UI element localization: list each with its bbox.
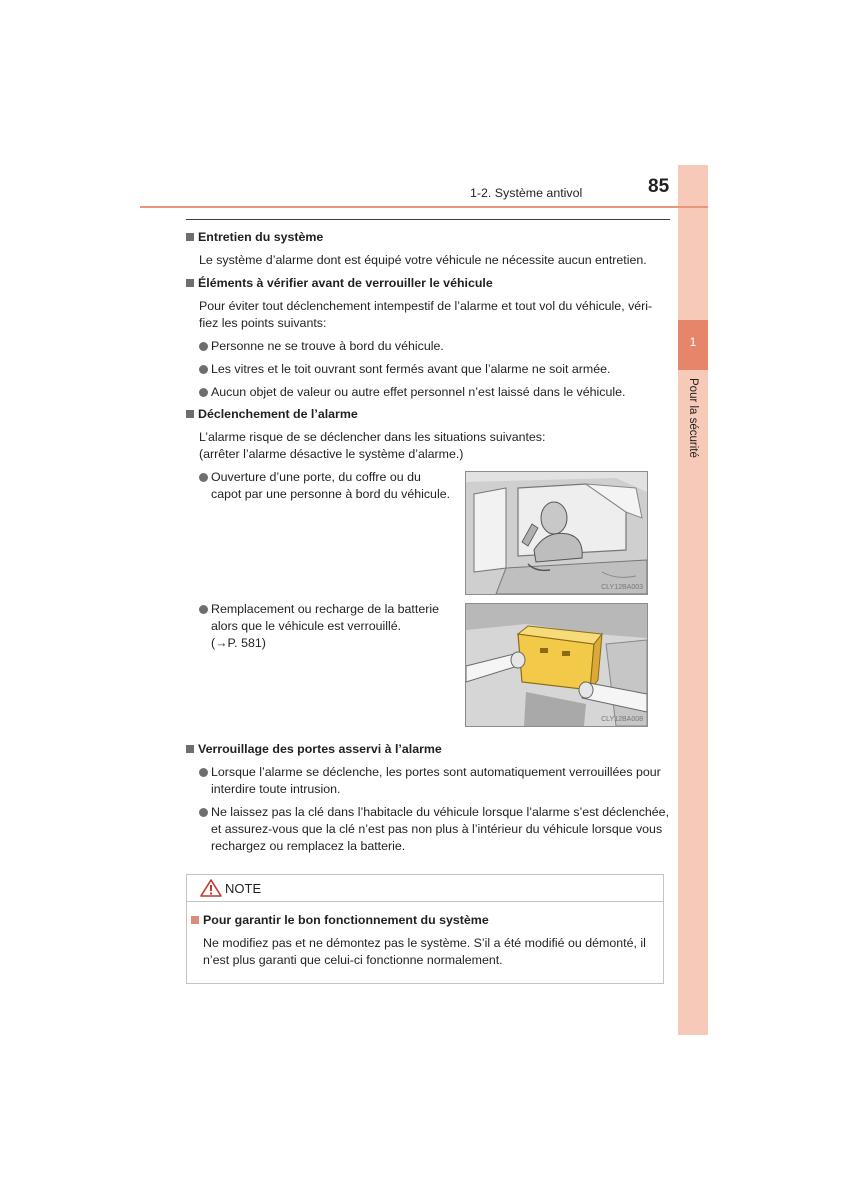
checks-list-item [199,338,444,355]
note-body-line2: n’est plus garanti que celui-ci fonctionne normalement. [203,953,503,967]
note-title [191,912,489,929]
chapter-number: 1 [678,320,708,370]
square-bullet-icon [191,916,199,924]
header-section-title: 1-2. Système antivol [470,186,583,200]
triggering-item-battery-line2: alors que le véhicule est verrouillé. [211,619,402,633]
round-bullet-icon [199,473,208,482]
figure-code: CLY12BA003 [601,584,643,591]
square-bullet-icon [186,233,194,241]
section-heading-maintenance [186,229,323,246]
round-bullet-icon [199,605,208,614]
triggering-item-door-line2: capot par une personne à bord du véhicule. [211,487,451,501]
warning-triangle-icon [200,879,222,897]
heading-text: Déclenchement de l’alarme [198,407,358,421]
list-item-text: Ouverture d’une porte, du coffre ou du [211,470,421,484]
section-heading-checks [186,275,493,292]
figure-battery-replacement [465,603,648,727]
triggering-intro-line2: (arrêter l’alarme désactive le système d’alarme.) [199,447,464,461]
figure-code: CLY12BA008 [601,716,643,723]
note-label: NOTE [225,881,262,896]
heading-text: Entretien du système [198,230,324,244]
triggering-intro-line1: L’alarme risque de se déclencher dans les situations suivantes: [199,430,546,444]
car-interior-illustration [466,472,647,594]
list-item-text: Personne ne se trouve à bord du véhicule. [211,339,444,353]
header-divider [140,206,708,208]
round-bullet-icon [199,808,208,817]
round-bullet-icon [199,388,208,397]
square-bullet-icon [186,279,194,287]
list-item-text: Remplacement ou recharge de la batterie [211,602,439,616]
page-reference: (→P. 581) [211,636,266,650]
heading-text: Éléments à vérifier avant de verrouiller le véhicule [198,276,493,290]
checks-list-item [199,384,625,401]
chapter-label: Pour la sécurité [687,378,699,458]
locking-item-key-line3: rechargez ou remplacez la batterie. [211,839,406,853]
battery-illustration [466,604,647,726]
locking-item-auto-lock [199,764,661,781]
note-body-line1: Ne modifiez pas et ne démontez pas le système. S’il a été modifié ou démonté, il [203,936,646,950]
heading-text: Verrouillage des portes asservi à l’alarme [198,742,442,756]
locking-item-auto-lock-line2: interdire toute intrusion. [211,782,341,796]
locking-item-key-line2: et assurez-vous que la clé n’est pas non plus à l’intérieur du véhicule lorsque vous [211,822,663,836]
list-item-text: Lorsque l’alarme se déclenche, les portes sont automatiquement verrouillées pour [211,765,661,779]
round-bullet-icon [199,365,208,374]
note-title-text: Pour garantir le bon fonctionnement du système [203,913,489,927]
triggering-item-battery [199,601,439,618]
checks-intro-line2: fiez les points suivants: [199,316,327,330]
maintenance-body: Le système d’alarme dont est équipé votre véhicule ne nécessite aucun entretien. [199,253,647,267]
page-number: 85 [648,176,670,197]
note-header [187,875,663,902]
checks-list-item [199,361,610,378]
round-bullet-icon [199,768,208,777]
checks-intro-line1: Pour éviter tout déclenchement intempestif de l’alarme et tout vol du véhicule, véri- [199,299,653,313]
list-item-text: Les vitres et le toit ouvrant sont fermés avant que l’alarme ne soit armée. [211,362,611,376]
section-heading-locking [186,741,442,758]
square-bullet-icon [186,745,194,753]
figure-person-in-car [465,471,648,595]
list-item-text: Aucun objet de valeur ou autre effet personnel n’est laissé dans le véhicule. [211,385,626,399]
list-item-text: Ne laissez pas la clé dans l’habitacle du véhicule lorsque l’alarme s’est déclenchée, [211,805,670,819]
section-heading-triggering [186,406,358,423]
note-box [186,874,664,984]
square-bullet-icon [186,410,194,418]
round-bullet-icon [199,342,208,351]
header-rule [186,219,670,220]
triggering-item-door [199,469,421,486]
chapter-side-tab [678,165,708,1035]
locking-item-key [199,804,669,821]
